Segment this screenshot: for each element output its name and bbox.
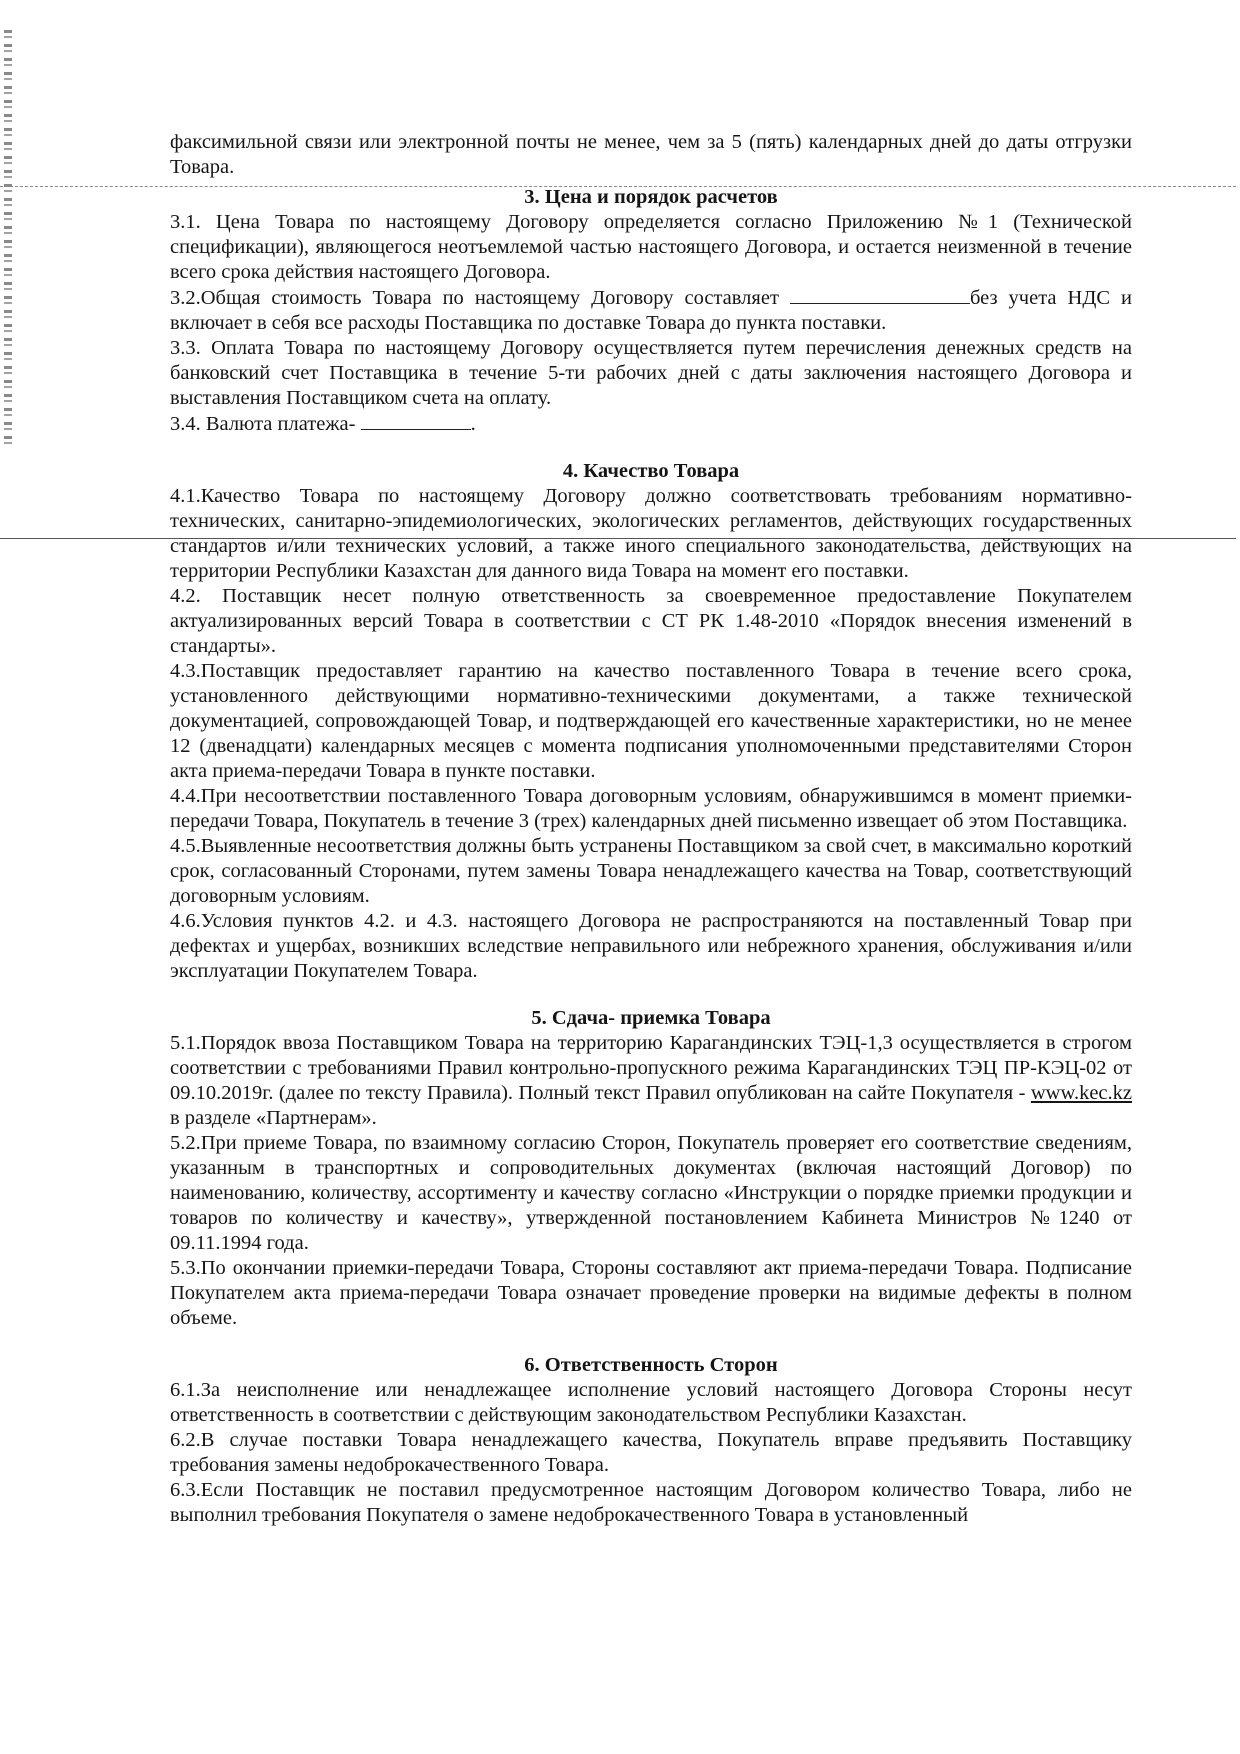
section-4-title: 4. Качество Товара [562, 460, 740, 482]
website-link[interactable]: www.kec.kz [1030, 1082, 1132, 1104]
clause-3-2 [170, 285, 1132, 336]
section-3-title: 3. Цена и порядок расчетов [524, 186, 778, 208]
clause-4-5: 4.5.Выявленные несоответствия должны быть устранены Поставщиком за свой счет, в максимально короткий срок, согласованный Сторонами, путем замены Товара ненадлежащего качества на Товар, соответствующий договорным условиям. [170, 835, 1132, 907]
clause-3-2-lead: 3.2.Общая стоимость Товара по настоящему Договору составляет [170, 287, 779, 309]
clause-4-3: 4.3.Поставщик предоставляет гарантию на качество поставленного Товара в течение всего срока, установленного действующими нормативно-техническими документами, а также технической документацией, сопровождающей Товар, и подтверждающей его качественные характеристики, но не менее 12 (двенадцати) календарных месяцев с момента подписания уполномоченными представителями Сторон акта приема-передачи Товара в пункте поставки. [170, 660, 1132, 782]
clause-6-3: 6.3.Если Поставщик не поставил предусмотренное настоящим Договором количество Товара, либо не выполнил требования Покупателя о замене недоброкачественного Товара в установленный [170, 1479, 1132, 1526]
clause-5-1 [170, 1031, 1132, 1131]
clause-5-2: 5.2.При приеме Товара, по взаимному согласию Сторон, Покупатель проверяет его соответствие сведениям, указанным в транспортных и сопроводительных документах (включая настоящий Договор) по наименованию, количеству, ассортименту и качеству согласно «Инструкции о порядке приемки продукции и товаров по количеству и качеству», утвержденной постановлением Кабинета Министров №1240 от 09.11.1994 года. [170, 1132, 1132, 1254]
clause-3-4-tail: . [470, 413, 476, 435]
currency-blank [361, 411, 471, 430]
clause-5-1-tail: в разделе «Партнерам». [170, 1107, 377, 1129]
clause-3-2-tail: без учета НДС и включает в себя все расходы Поставщика по доставке Товара до пункта поставки. [170, 287, 1132, 334]
clause-3-4 [170, 411, 1132, 437]
section-6-title: 6. Ответственность Сторон [524, 1354, 778, 1376]
scan-margin-artifact [4, 30, 12, 450]
clause-4-6: 4.6.Условия пунктов 4.2. и 4.3. настоящего Договора не распространяются на поставленный Товар при дефектах и ущербах, возникших вследствие неправильного или небрежного хранения, обслуживания и/или эксплуатации Покупателем Товара. [170, 910, 1132, 982]
clause-5-1-text: 5.1.Порядок ввоза Поставщиком Товара на территорию Карагандинских ТЭЦ-1,3 осуществляется в строгом соответствии с требованиями Правил контрольно-пропускного режима Карагандинских ТЭЦ ПР-КЭЦ-02 от 09.10.2019г. (далее по тексту Правила). Полный текст Правил опубликован на сайте Покупателя - [170, 1032, 1132, 1104]
clause-3-4-lead: 3.4. Валюта платежа- [170, 413, 356, 435]
section-5-title: 5. Сдача- приемка Товара [531, 1007, 771, 1029]
clause-4-2: 4.2. Поставщик несет полную ответственность за своевременное предоставление Покупателем актуализированных версий Товара в соответствии с СТ РК 1.48-2010 «Порядок внесения изменений в стандарты». [170, 585, 1132, 657]
clause-5-3: 5.3.По окончании приемки-передачи Товара, Стороны составляют акт приема-передачи Товара. Подписание Покупателем акта приема-передачи Товара означает проведение проверки на видимые дефекты в полном объеме. [170, 1257, 1132, 1329]
total-amount-blank [790, 285, 970, 304]
clause-6-2: 6.2.В случае поставки Товара ненадлежащего качества, Покупатель вправе предъявить Поставщику требования замены недоброкачественного Товара. [170, 1429, 1132, 1476]
document-body [170, 130, 1132, 1528]
clause-3-1: 3.1. Цена Товара по настоящему Договору определяется согласно Приложению №1 (Технической спецификации), являющегося неотъемлемой частью настоящего Договора, и остается неизменной в течение всего срока действия настоящего Договора. [170, 211, 1132, 283]
intro-paragraph: факсимильной связи или электронной почты не менее, чем за 5 (пять) календарных дней до даты отгрузки Товара. [170, 131, 1132, 178]
clause-4-1: 4.1.Качество Товара по настоящему Договору должно соответствовать требованиям нормативно-технических, санитарно-эпидемиологических, экологических регламентов, действующих государственных стандартов и/или технических условий, а также иного специального законодательства, действующих на территории Республики Казахстан для данного вида Товара на момент его поставки. [170, 485, 1132, 582]
clause-3-3: 3.3. Оплата Товара по настоящему Договору осуществляется путем перечисления денежных средств на банковский счет Поставщика в течение 5-ти рабочих дней с даты заключения настоящего Договора и выставления Поставщиком счета на оплату. [170, 337, 1132, 409]
clause-4-4: 4.4.При несоответствии поставленного Товара договорным условиям, обнаружившимся в момент приемки-передачи Товара, Покупатель в течение 3 (трех) календарных дней письменно извещает об этом Поставщика. [170, 785, 1132, 832]
clause-6-1: 6.1.За неисполнение или ненадлежащее исполнение условий настоящего Договора Стороны несут ответственность в соответствии с действующим законодательством Республики Казахстан. [170, 1379, 1132, 1426]
